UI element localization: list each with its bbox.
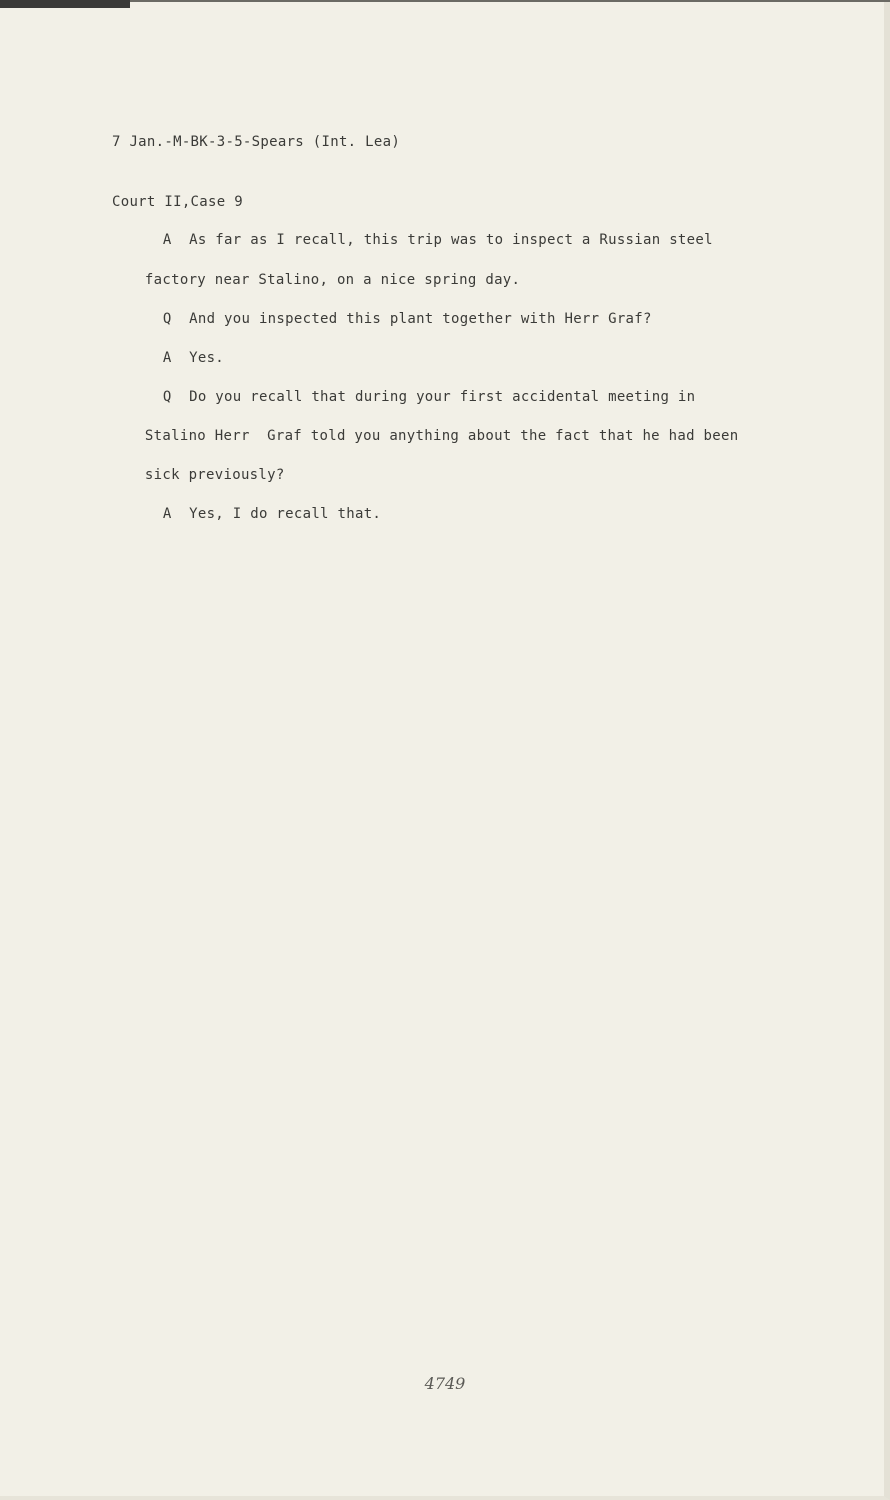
binding-mark bbox=[0, 0, 130, 8]
transcript-line bbox=[128, 484, 381, 544]
speaker-label: Q bbox=[162, 389, 172, 405]
transcript-text: Do you recall that during your first accidental meeting in bbox=[189, 389, 696, 405]
speaker-label: A bbox=[162, 350, 172, 366]
page-top-edge bbox=[0, 0, 890, 2]
speaker-label: A bbox=[162, 232, 172, 248]
transcript-text: factory near Stalino, on a nice spring day. bbox=[144, 272, 521, 288]
speaker-label: A bbox=[162, 506, 172, 522]
speaker-label: Q bbox=[162, 311, 172, 327]
transcript-text: Yes, I do recall that. bbox=[189, 506, 382, 522]
transcript-text: sick previously? bbox=[144, 467, 285, 483]
header-date-line: 7 Jan.-M-BK-3-5-Spears (Int. Lea) bbox=[112, 134, 401, 150]
transcript-text: As far as I recall, this trip was to inspect a Russian steel bbox=[189, 232, 713, 248]
transcript-text: Yes. bbox=[189, 350, 225, 366]
header-court-line: Court II,Case 9 bbox=[112, 194, 243, 210]
transcript-text: Stalino Herr Graf told you anything about the fact that he had been bbox=[144, 428, 739, 444]
transcript-text: And you inspected this plant together with Herr Graf? bbox=[189, 311, 652, 327]
page-number: 4749 bbox=[424, 1374, 466, 1393]
